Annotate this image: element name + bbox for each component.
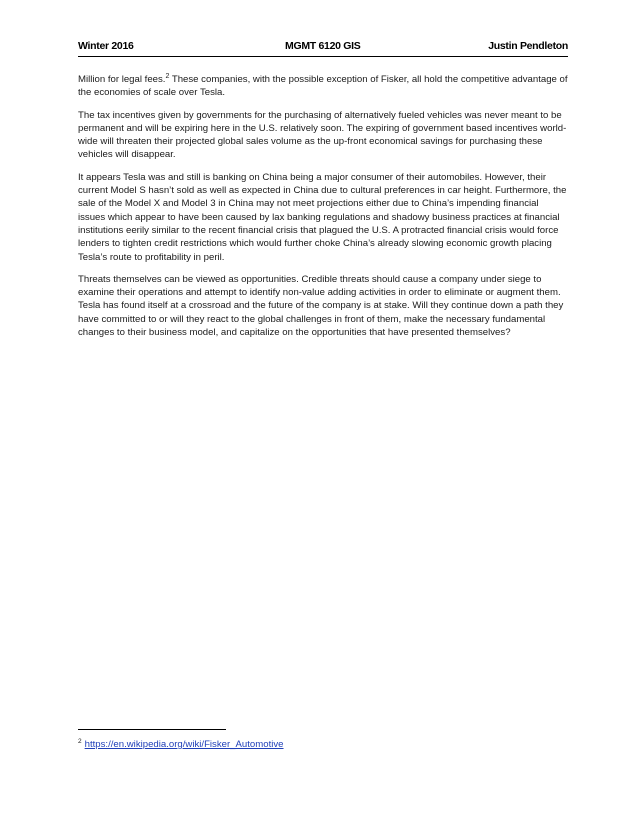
document-body (78, 73, 568, 348)
footnote (78, 739, 284, 751)
paragraph-2: The tax incentives given by governments for the purchasing of alternatively fueled vehicles was never meant to be permanent and will be expiring here in the U.S. relatively soon. The expiring of government based incentives world-wide will threaten their projected global sales volume as the up-front economical savings for purchasing these vehicles will disappear. (78, 109, 567, 161)
paragraph-1-text-start: Million for legal fees. (78, 74, 166, 85)
paragraph-1 (78, 73, 568, 100)
footnote-reference[interactable]: 2 (165, 72, 170, 80)
paragraph-4: Threats themselves can be viewed as opportunities. Credible threats should cause a company under siege to examine their operations and attempt to identify non-value adding activities in order to eliminate or augment them. Tesla has found itself at a crossroad and the future of the company is at stake. Will they continue down a path they have committed to or will they react to the global challenges in front of them, make the necessary fundamental changes to their business model, and capitalize on the opportunities that have presented themselves? (78, 273, 564, 339)
header-author: Justin Pendleton (488, 40, 568, 52)
header-course: MGMT 6120 GIS (285, 40, 361, 52)
header-term: Winter 2016 (78, 40, 134, 52)
footnote-number: 2 (78, 737, 82, 745)
paragraph-1-text-end: These companies, with the possible exception of Fisker, all hold the competitive advantage of the economies of scale over Tesla. (78, 74, 568, 99)
footnote-separator (78, 729, 226, 730)
footnote-link[interactable]: https://en.wikipedia.org/wiki/Fisker_Automotive (84, 739, 284, 750)
page-header (78, 40, 568, 57)
paragraph-3: It appears Tesla was and still is banking on China being a major consumer of their automobiles. However, their current Model S hasn’t sold as well as expected in China due to cultural preferences in car height. Furthermore, the sale of the Model X and Model 3 in China may not meet projections either due to China’s impending financial issues which appear to have been caused by lax banking regulations and shadowy business practices at financial institutions eerily similar to the recent financial crisis that plagued the U.S. A protracted financial crisis would force lenders to tighten credit restrictions which would further choke China’s already slowing economic growth placing Tesla’s route to profitability in peril. (78, 171, 567, 263)
